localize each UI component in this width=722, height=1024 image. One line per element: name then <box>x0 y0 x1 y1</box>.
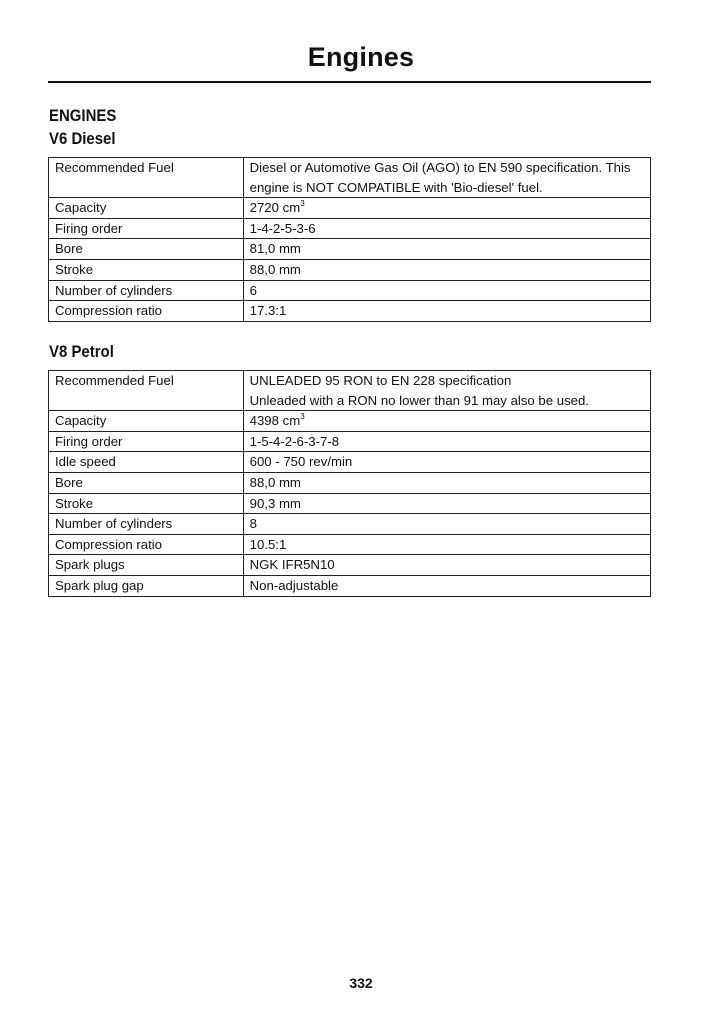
capacity-value: 4398 cm <box>249 413 301 429</box>
spec-label: Number of cylinders <box>49 514 244 535</box>
spec-label: Recommended Fuel <box>49 371 244 411</box>
v6-diesel-spec-table <box>48 157 651 322</box>
table-row <box>49 239 651 260</box>
table-row <box>49 514 651 535</box>
spec-value: 88,0 mm <box>243 472 650 493</box>
spec-label: Compression ratio <box>49 301 244 322</box>
spec-value-line: engine is NOT COMPATIBLE with 'Bio-diesel' fuel. <box>249 179 543 195</box>
v8-petrol-spec-table <box>48 370 651 597</box>
table-row <box>49 452 651 473</box>
spec-label: Stroke <box>49 259 244 280</box>
page-number: 332 <box>349 975 373 991</box>
spec-label: Spark plugs <box>49 555 244 576</box>
unit-superscript: 3 <box>300 199 305 209</box>
spec-value: Non-adjustable <box>243 575 650 596</box>
spec-value: 88,0 mm <box>243 259 650 280</box>
spec-value-line: Diesel or Automotive Gas Oil (AGO) to EN 590 specification. This <box>249 160 631 175</box>
table-row <box>49 534 651 555</box>
section-heading-v8-petrol: V8 Petrol <box>49 342 114 361</box>
spec-value: 8 <box>243 514 650 535</box>
table-row <box>49 411 651 432</box>
spec-value: 1-4-2-5-3-6 <box>243 218 650 239</box>
spec-value-line: Unleaded with a RON no lower than 91 may also be used. <box>249 392 590 408</box>
spec-label: Firing order <box>49 218 244 239</box>
spec-value: NGK IFR5N10 <box>243 555 650 576</box>
table-row <box>49 371 651 411</box>
table-row <box>49 575 651 596</box>
table-row <box>49 158 651 198</box>
spec-label: Firing order <box>49 431 244 452</box>
capacity-value: 2720 cm <box>249 200 301 216</box>
spec-value: 81,0 mm <box>243 239 650 260</box>
table-row <box>49 472 651 493</box>
table-row <box>49 280 651 301</box>
spec-label: Idle speed <box>49 452 244 473</box>
spec-label: Bore <box>49 472 244 493</box>
table-row <box>49 431 651 452</box>
table-row <box>49 259 651 280</box>
table-row <box>49 493 651 514</box>
table-row <box>49 218 651 239</box>
spec-label: Recommended Fuel <box>49 158 244 198</box>
table-row <box>49 555 651 576</box>
title-rule <box>48 81 651 83</box>
unit-superscript: 3 <box>300 412 305 422</box>
table-row <box>49 198 651 219</box>
spec-label: Spark plug gap <box>49 575 244 596</box>
section-heading-v6-diesel: V6 Diesel <box>49 129 116 148</box>
spec-value <box>243 371 650 411</box>
spec-value: 1-5-4-2-6-3-7-8 <box>243 431 650 452</box>
spec-label: Stroke <box>49 493 244 514</box>
table-row <box>49 301 651 322</box>
spec-value: 17.3:1 <box>243 301 650 322</box>
spec-value: 90,3 mm <box>243 493 650 514</box>
spec-label: Compression ratio <box>49 534 244 555</box>
spec-label: Number of cylinders <box>49 280 244 301</box>
spec-value <box>243 198 650 219</box>
spec-label: Bore <box>49 239 244 260</box>
spec-label: Capacity <box>49 411 244 432</box>
spec-value: 10.5:1 <box>243 534 650 555</box>
spec-label: Capacity <box>49 198 244 219</box>
section-heading-engines: ENGINES <box>49 106 117 125</box>
spec-value: 600 - 750 rev/min <box>243 452 650 473</box>
spec-value-line: UNLEADED 95 RON to EN 228 specification <box>249 373 512 388</box>
spec-value <box>243 158 650 198</box>
page-title: Engines <box>307 42 415 72</box>
spec-value: 6 <box>243 280 650 301</box>
spec-value <box>243 411 650 432</box>
